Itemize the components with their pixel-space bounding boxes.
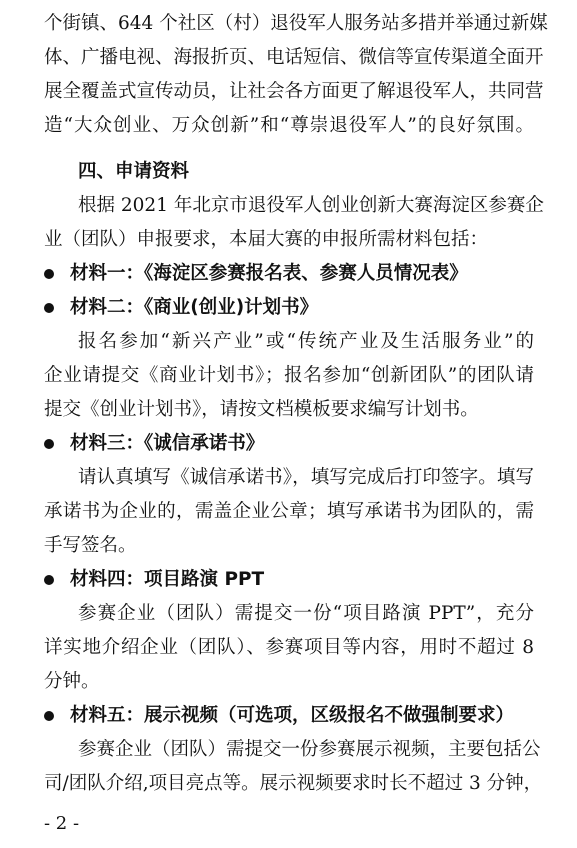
material-desc-line: 分钟。 xyxy=(44,671,100,692)
bullet-icon xyxy=(44,711,54,721)
material-title: 材料五：展示视频（可选项，区级报名不做强制要求） xyxy=(70,705,515,726)
bullet-icon xyxy=(44,439,54,449)
material-title: 材料二：《商业(创业)计划书》 xyxy=(70,297,319,318)
material-desc-line: 承诺书为企业的，需盖企业公章；填写承诺书为团队的，需 xyxy=(44,501,534,522)
material-desc-line: 手写签名。 xyxy=(44,535,137,556)
section-heading: 四、申请资料 xyxy=(78,161,190,182)
material-item xyxy=(44,296,534,320)
paragraph-line: 业（团队）申报要求，本届大赛的申报所需材料包括： xyxy=(44,229,489,250)
material-desc-line: 司/团队介绍,项目亮点等。展示视频要求时长不超过 3 分钟， xyxy=(44,773,543,794)
bullet-icon xyxy=(44,303,54,313)
page-number: - 2 - xyxy=(44,813,80,834)
material-desc-line: 详实地介绍企业（团队）、参赛项目等内容，用时不超过 8 xyxy=(44,637,534,658)
material-title: 材料三：《诚信承诺书》 xyxy=(70,433,265,454)
paragraph-line: 根据 2021 年北京市退役军人创业创新大赛海淀区参赛企 xyxy=(78,195,544,216)
material-title: 材料四：项目路演 PPT xyxy=(70,569,265,590)
paragraph-line: 个街镇、644 个社区（村）退役军人服务站多措并举通过新媒 xyxy=(44,13,548,34)
paragraph-line: 展全覆盖式宣传动员，让社会各方面更了解退役军人，共同营 xyxy=(44,81,544,102)
material-desc-line: 报名参加“新兴产业”或“传统产业及生活服务业”的 xyxy=(78,331,534,352)
material-item xyxy=(44,432,534,456)
material-item xyxy=(44,704,534,728)
material-desc-line: 提交《创业计划书》，请按文档模板要求编写计划书。 xyxy=(44,399,479,420)
paragraph-line: 造“大众创业、万众创新”和“尊崇退役军人”的良好氛围。 xyxy=(44,115,534,136)
material-desc-line: 参赛企业（团队）需提交一份参赛展示视频，主要包括公 xyxy=(78,739,541,760)
material-item xyxy=(44,568,534,592)
material-title: 材料一：《海淀区参赛报名表、参赛人员情况表》 xyxy=(70,263,468,284)
bullet-icon xyxy=(44,575,54,585)
material-desc-line: 企业请提交《商业计划书》；报名参加“创新团队”的团队请 xyxy=(44,365,534,386)
material-desc-line: 请认真填写《诚信承诺书》，填写完成后打印签字。填写 xyxy=(78,467,534,488)
paragraph-line: 体、广播电视、海报折页、电话短信、微信等宣传渠道全面开 xyxy=(44,47,544,68)
bullet-icon xyxy=(44,269,54,279)
material-item xyxy=(44,262,534,286)
material-desc-line: 参赛企业（团队）需提交一份“项目路演 PPT”，充分 xyxy=(78,603,534,624)
